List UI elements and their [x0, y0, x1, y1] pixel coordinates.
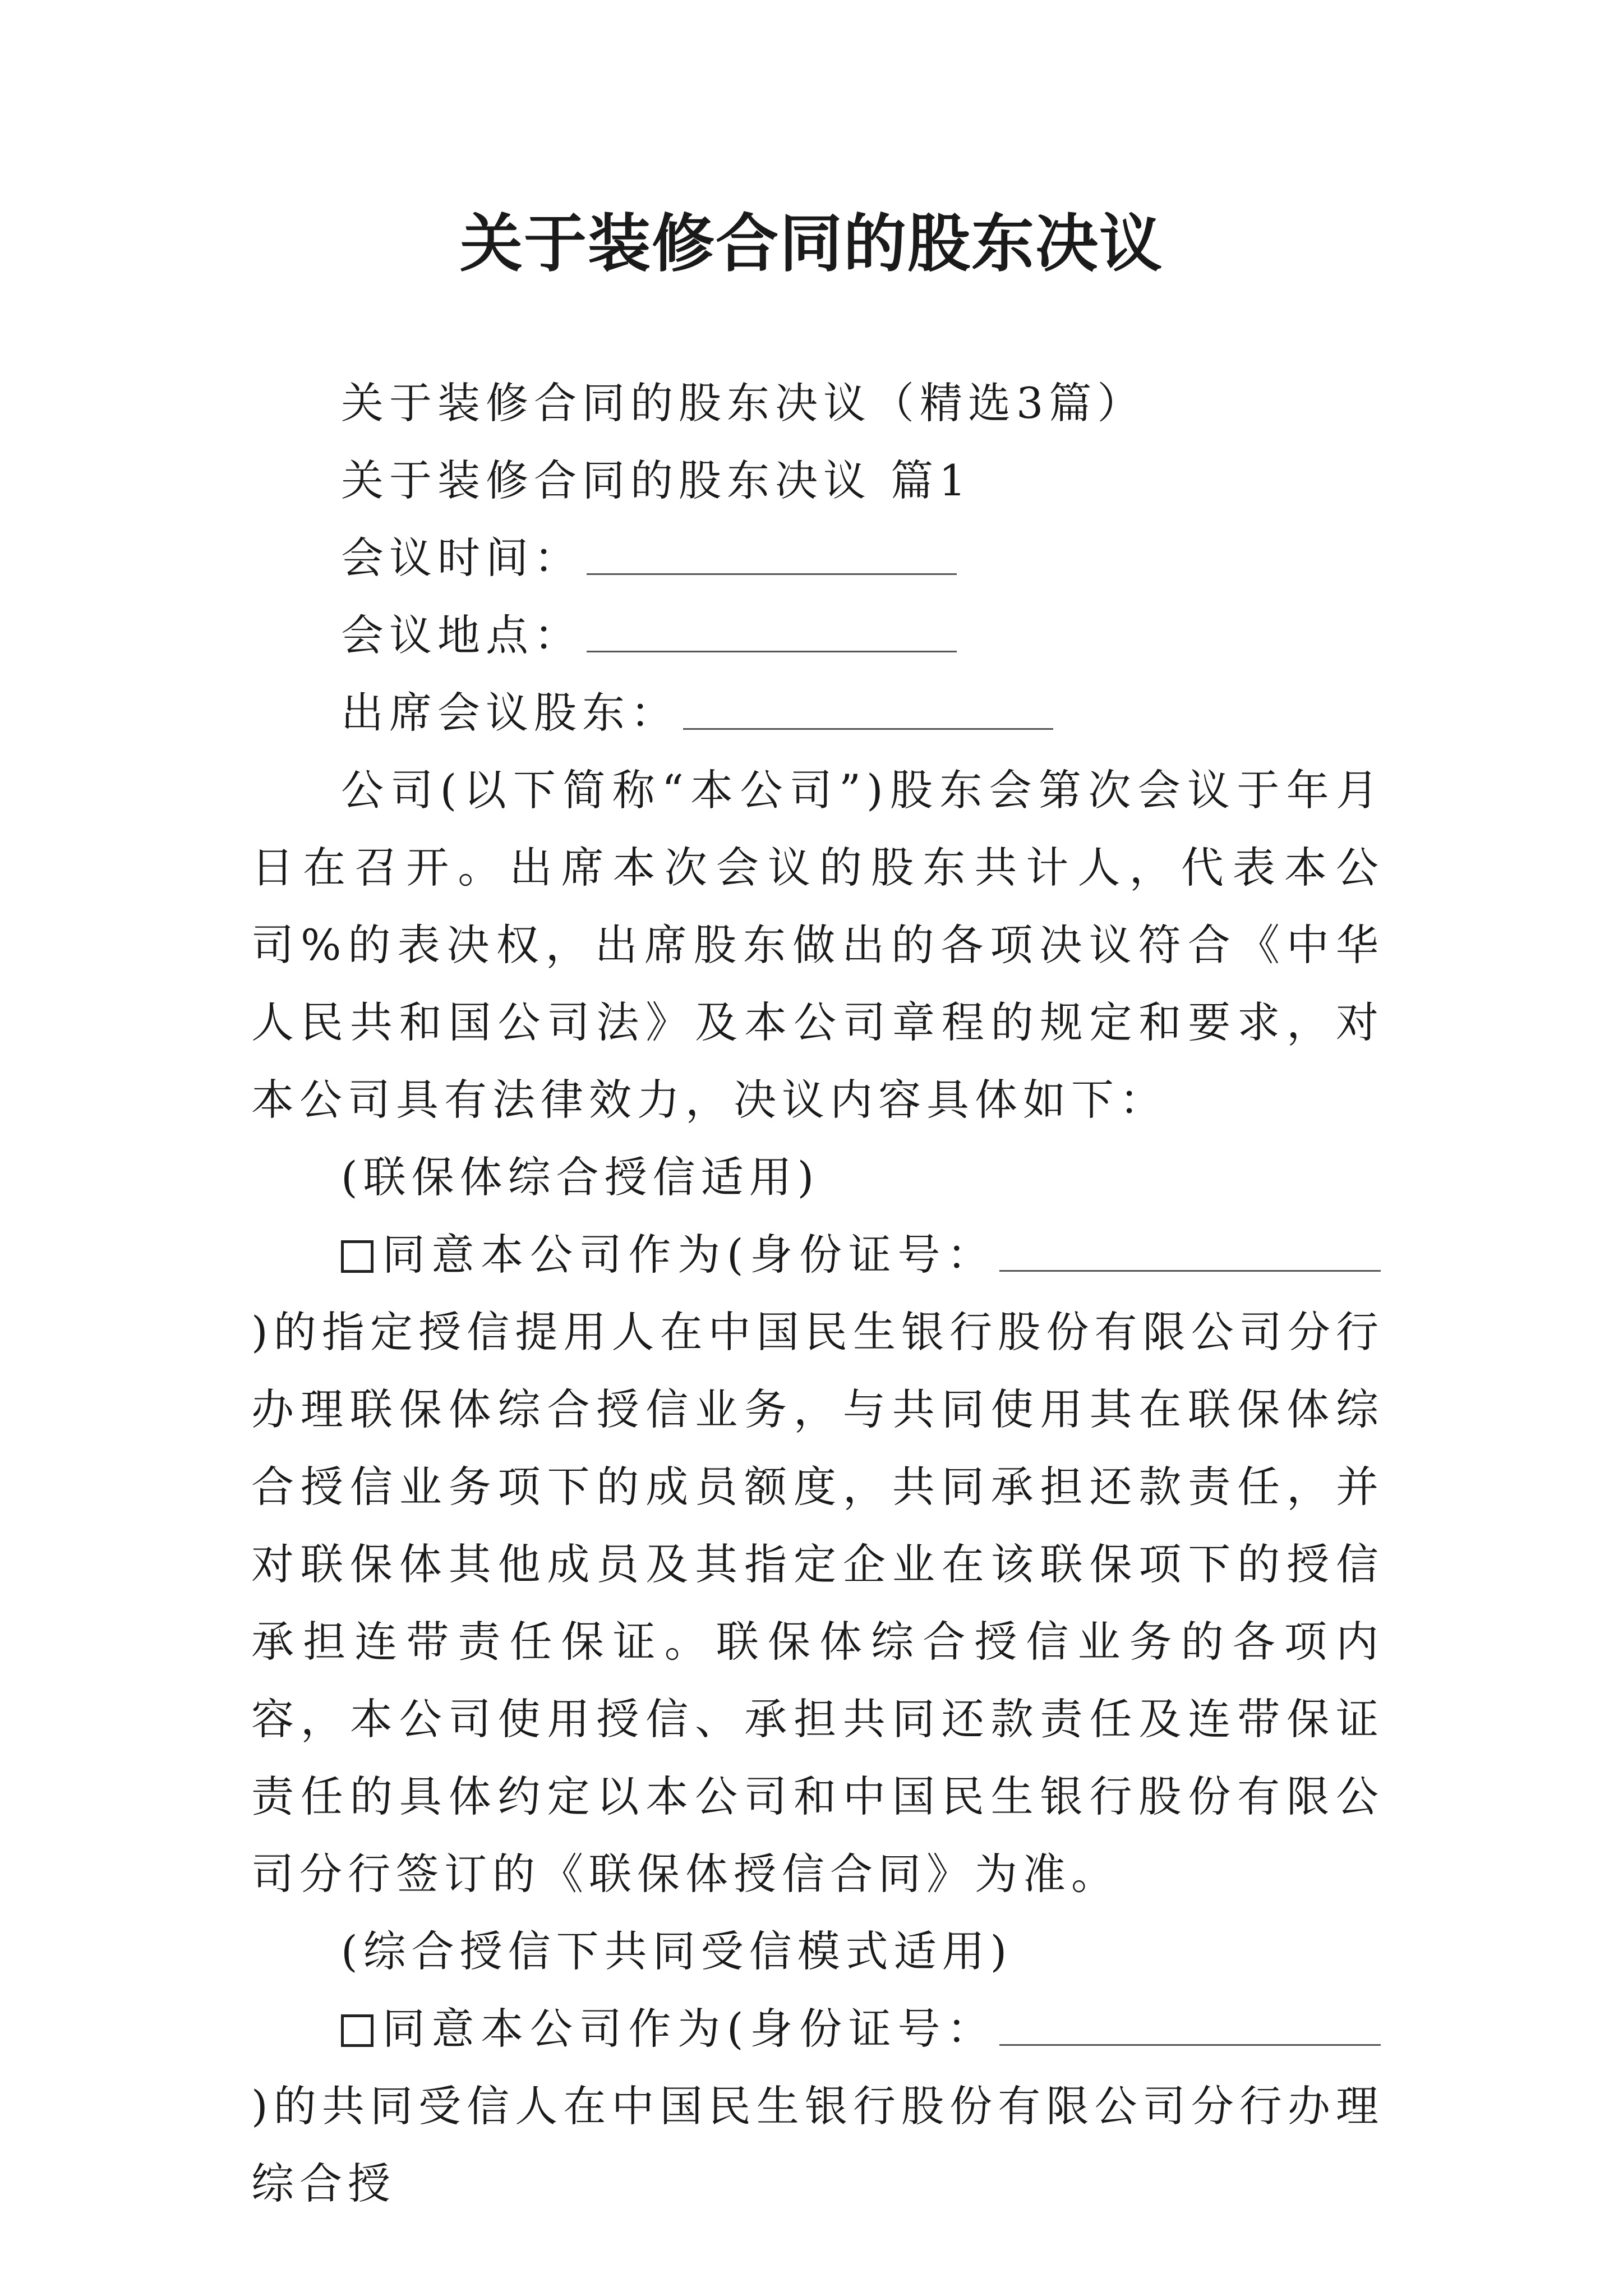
checkbox-section1 — [341, 1240, 374, 1273]
attendees-line — [251, 674, 1384, 752]
meeting-time-line — [251, 519, 1384, 597]
meeting-place-label: 会议地点： — [341, 610, 582, 660]
section2-id-blank — [999, 2004, 1381, 2046]
section2-paragraph — [251, 1990, 1384, 2223]
meeting-place-blank — [587, 610, 957, 652]
section2-body: 共同受信人在中国民生银行股份有限公司分行办理综合授 — [251, 2081, 1384, 2208]
intro-paragraph: 公司(以下简称“本公司”)股东会第次会议于年月日在召开。出席本次会议的股东共计人，代表本公司%的表决权，出席股东做出的各项决议符合《中华人民共和国公司法》及本公司章程的规定和要求，对本公司具有法律效力，决议内容具体如下： — [251, 765, 1384, 1125]
section2-suffix: )的 — [251, 2081, 322, 2131]
attendees-blank — [683, 688, 1053, 730]
meeting-time-blank — [587, 533, 957, 575]
meeting-time-label: 会议时间： — [341, 533, 582, 583]
section2-prefix: 同意本公司作为(身份证号： — [381, 2004, 996, 2054]
section1-prefix: 同意本公司作为(身份证号： — [381, 1230, 996, 1280]
attendees-label: 出席会议股东： — [341, 688, 679, 738]
checkbox-section2 — [341, 2014, 374, 2047]
section1-id-blank — [999, 1230, 1381, 1272]
section1-paragraph — [251, 1216, 1384, 1913]
section1-suffix: )的 — [251, 1307, 322, 1357]
meeting-place-line — [251, 597, 1384, 674]
section1-body: 指定授信提用人在中国民生银行股份有限公司分行办理联保体综合授信业务，与共同使用其在联保体综合授信业务项下的成员额度，共同承担还款责任，并对联保体其他成员及其指定企业在该联保项下的授信承担连带责任保证。联保体综合授信业务的各项内容，本公司使用授信、承担共同还款责任及连带保证责任的具体约定以本公司和中国民生银行股份有限公司分行签订的《联保体授信合同》为准。 — [251, 1307, 1384, 1899]
section1-heading: (联保体综合授信适用) — [341, 1152, 820, 1202]
subtitle: 关于装修合同的股东决议（精选3篇） — [341, 378, 1146, 428]
section2-heading: (综合授信下共同受信模式适用) — [341, 1926, 1013, 1976]
document-body — [251, 365, 1384, 2223]
section-heading: 关于装修合同的股东决议 篇1 — [341, 455, 972, 505]
document-title: 关于装修合同的股东决议 — [460, 207, 1163, 280]
